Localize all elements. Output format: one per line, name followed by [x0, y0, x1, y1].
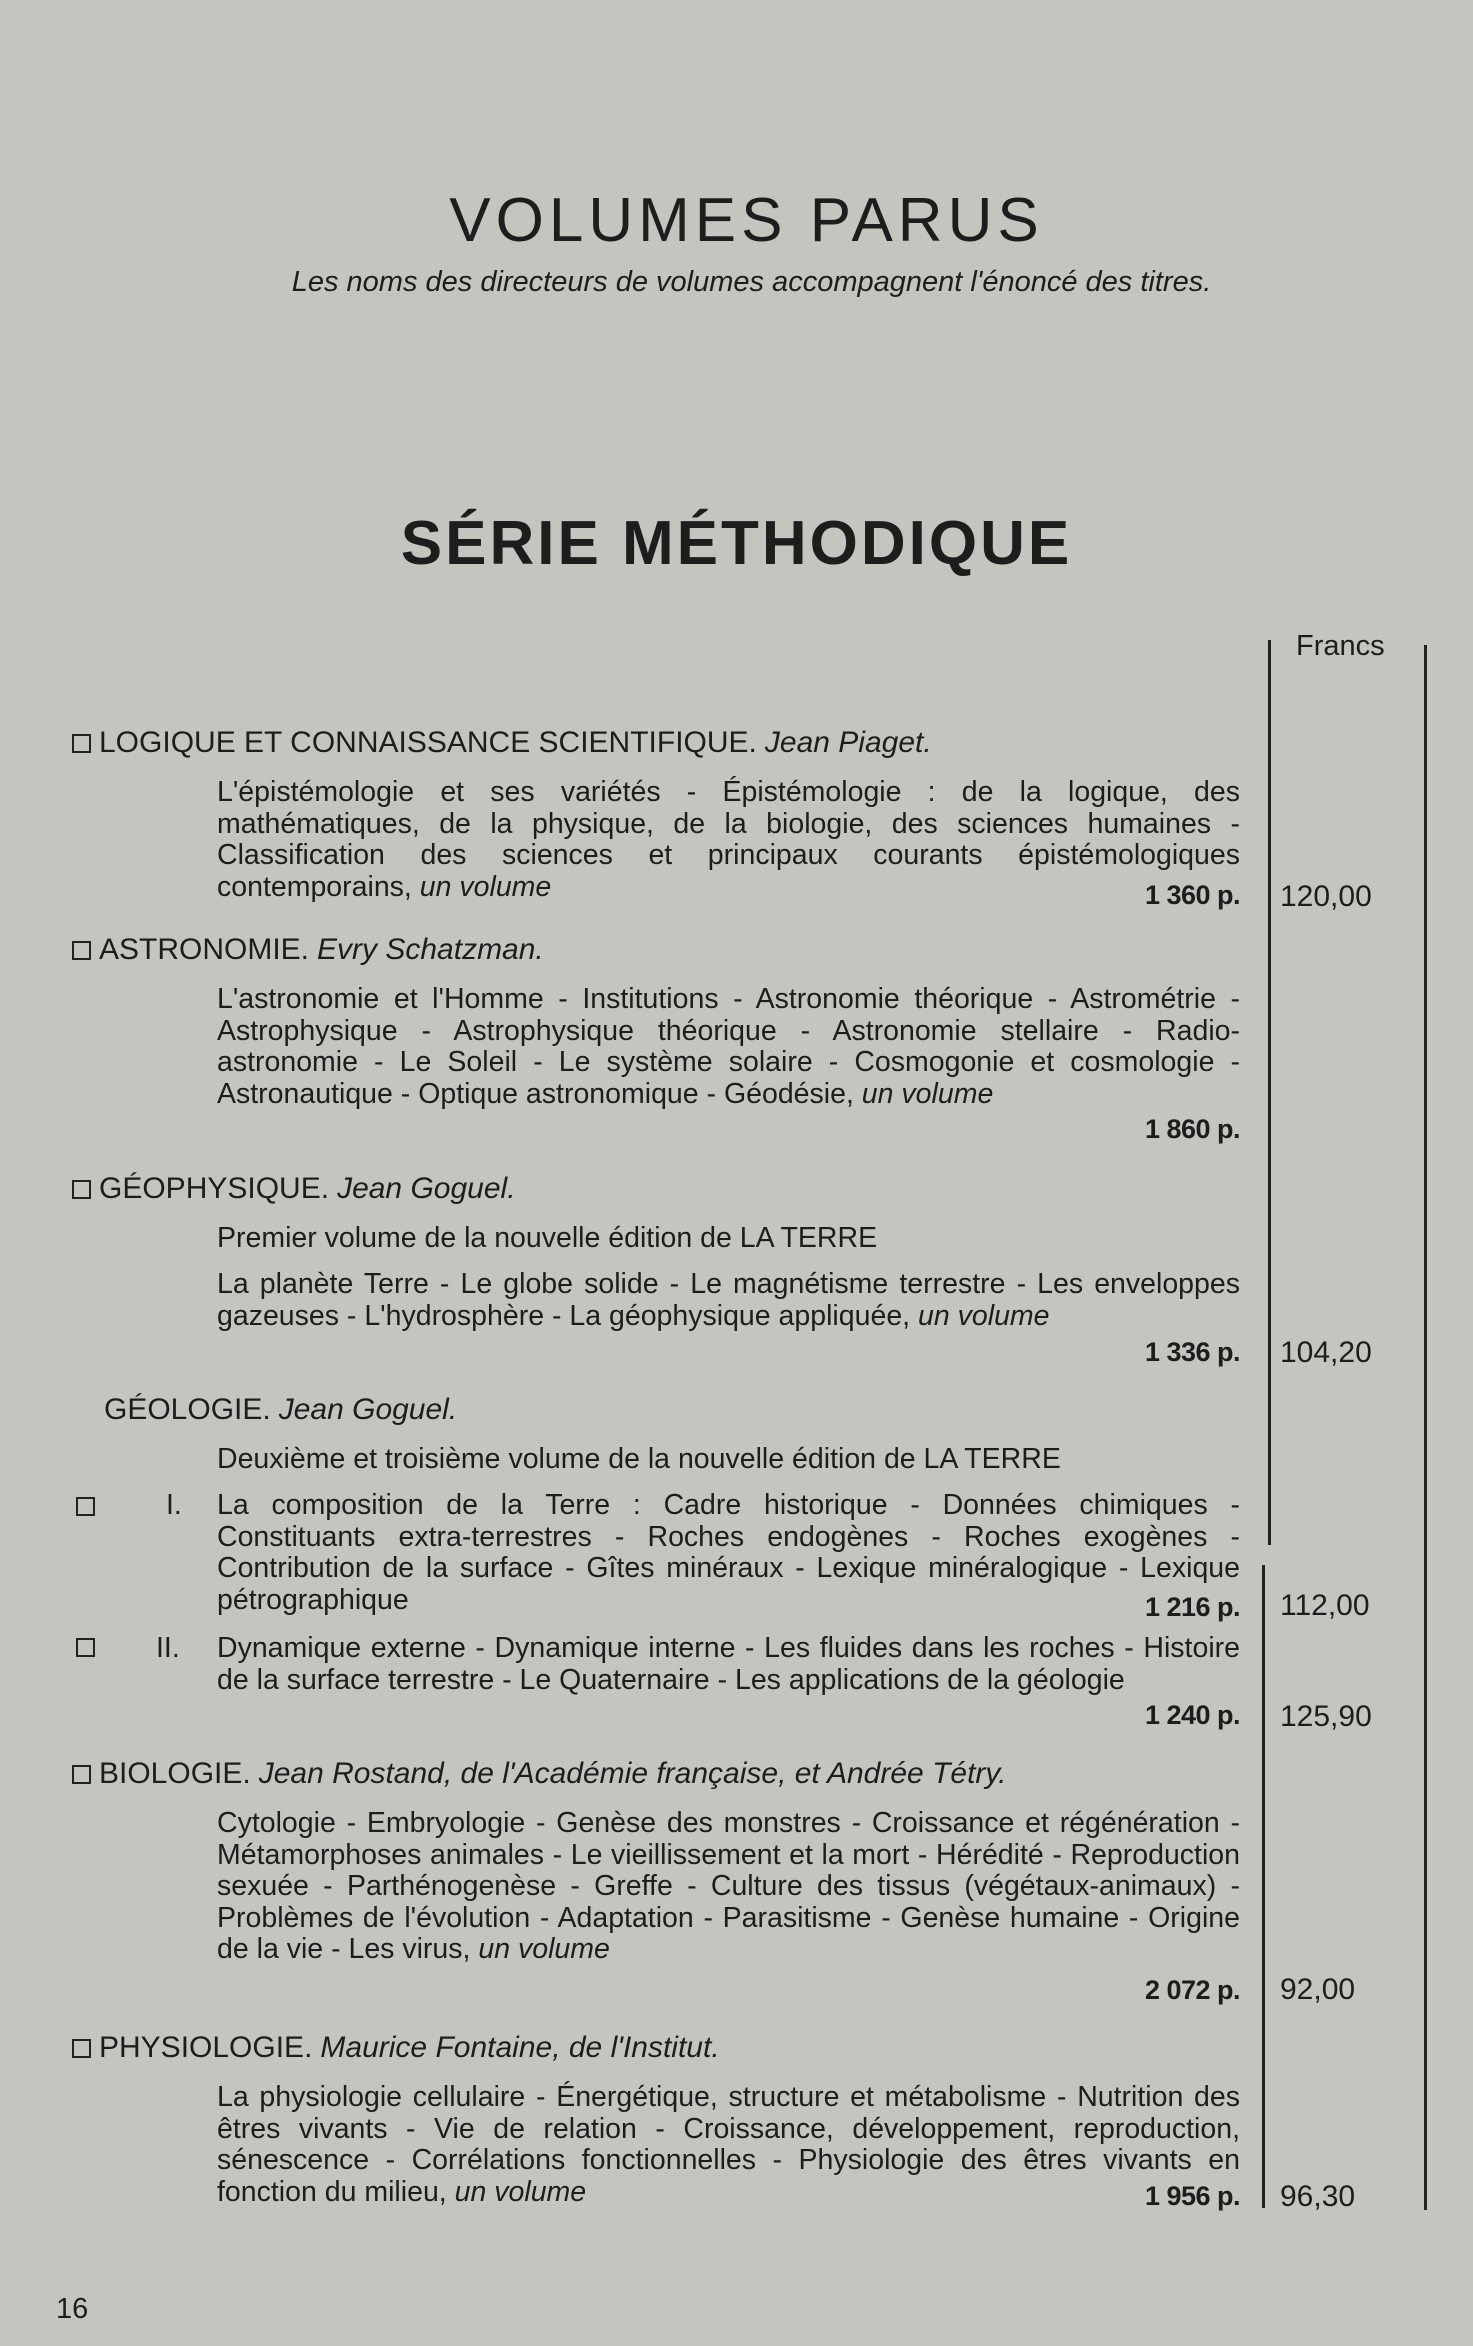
entry-biologie-description: Cytologie - Embryologie - Genèse des monstres - Croissance et régénération - Métamorphoses animales - Le vieillissement et la mort - Hérédité - Reproduction sexuée - Parthénogenèse - Greffe - Culture des tissus (végétaux-animaux) - Problèmes de l'évolution - Adaptation - Parasitisme - Genèse humaine - Origine de la vie - Les virus, un volume	[217, 1807, 1240, 1965]
volume-numeral: I.	[166, 1489, 182, 1521]
entry-title: LOGIQUE ET CONNAISSANCE SCIENTIFIQUE.	[99, 726, 757, 759]
page-subtitle: Les noms des directeurs de volumes accompagnent l'énoncé des titres.	[291, 266, 1212, 298]
entry-geologie-volume-1-price: 112,00	[1280, 1589, 1370, 1622]
entry-title: PHYSIOLOGIE.	[99, 2031, 313, 2064]
entry-geologie-volume-1-description: La composition de la Terre : Cadre historique - Données chimiques - Constituants extra-terrestres - Roches endogènes - Roches exogènes - Contribution de la surface - Gîtes minéraux - Lexique minéralogique - Lexique pétrographique	[217, 1489, 1240, 1616]
order-checkbox[interactable]	[72, 1765, 91, 1784]
entry-geologie-volume-2-description: Dynamique externe - Dynamique interne - Les fluides dans les roches - Histoire de la surface terrestre - Le Quaternaire - Les applications de la géologie	[217, 1632, 1240, 1696]
entry-geophysique-price: 104,20	[1280, 1336, 1372, 1369]
entry-logique-description: L'épistémologie et ses variétés - Épistémologie : de la logique, des mathématiques, de la physique, de la biologie, des sciences humaines - Classification des sciences et principaux courants épistémologiques contemporains, un volume	[217, 776, 1240, 903]
series-title: SÉRIE MÉTHODIQUE	[400, 509, 1073, 578]
entry-director: Evry Schatzman.	[317, 933, 544, 966]
entry-geophysique-pages: 1 336 p.	[1144, 1337, 1240, 1367]
order-checkbox-volume-1[interactable]	[76, 1497, 95, 1516]
column-rule-left-upper	[1268, 640, 1271, 1545]
entry-physiologie-heading	[72, 2031, 720, 2065]
entry-geophysique-intro: Premier volume de la nouvelle édition de LA TERRE	[217, 1222, 878, 1254]
entry-physiologie-description: La physiologie cellulaire - Énergétique, structure et métabolisme - Nutrition des êtres vivants - Vie de relation - Croissance, développement, reproduction, sénescence - Corrélations fonctionnelles - Physiologie des êtres vivants en fonction du milieu, un volume	[217, 2081, 1240, 2208]
order-checkbox[interactable]	[72, 734, 91, 753]
entry-title: GÉOPHYSIQUE.	[99, 1172, 330, 1205]
entry-director: Jean Piaget.	[764, 726, 932, 759]
entry-title: BIOLOGIE.	[99, 1757, 251, 1790]
entry-geophysique-description: La planète Terre - Le globe solide - Le magnétisme terrestre - Les enveloppes gazeuses - L'hydrosphère - La géophysique appliquée, un volume	[217, 1268, 1240, 1332]
entry-geologie-volume-1-pages: 1 216 p.	[1144, 1592, 1240, 1622]
entry-geophysique-heading	[72, 1172, 516, 1206]
page-title: VOLUMES PARUS	[449, 186, 1044, 255]
entry-astronomie-description: L'astronomie et l'Homme - Institutions - Astronomie théorique - Astrométrie - Astrophysique - Astrophysique théorique - Astronomie stellaire - Radio-astronomie - Le Soleil - Le système solaire - Cosmogonie et cosmologie - Astronautique - Optique astronomique - Géodésie, un volume	[217, 983, 1240, 1110]
entry-physiologie-pages: 1 956 p.	[1144, 2181, 1240, 2211]
column-rule-right	[1424, 645, 1427, 2210]
price-column-header: Francs	[1296, 630, 1385, 662]
volume-numeral: II.	[156, 1632, 180, 1664]
entry-geologie-volume-2-pages: 1 240 p.	[1144, 1700, 1240, 1730]
entry-title: ASTRONOMIE.	[99, 933, 310, 966]
entry-director: Jean Rostand, de l'Académie française, et Andrée Tétry.	[258, 1757, 1007, 1790]
entry-logique-price: 120,00	[1280, 880, 1372, 913]
entry-geologie-heading	[104, 1393, 457, 1427]
entry-title: GÉOLOGIE.	[104, 1393, 271, 1426]
page-number: 16	[56, 2293, 89, 2325]
entry-physiologie-price: 96,30	[1280, 2180, 1356, 2213]
order-checkbox-volume-2[interactable]	[76, 1638, 95, 1657]
entry-astronomie-pages: 1 860 p.	[1144, 1114, 1240, 1144]
column-rule-left-lower	[1262, 1565, 1265, 2208]
entry-astronomie-heading	[72, 933, 544, 967]
entry-director: Jean Goguel.	[278, 1393, 458, 1426]
entry-director: Maurice Fontaine, de l'Institut.	[320, 2031, 720, 2064]
order-checkbox[interactable]	[72, 2039, 91, 2058]
entry-director: Jean Goguel.	[337, 1172, 516, 1205]
entry-logique-heading	[72, 726, 932, 760]
entry-biologie-heading	[72, 1757, 1007, 1791]
order-checkbox[interactable]	[72, 941, 91, 960]
entry-biologie-price: 92,00	[1280, 1973, 1356, 2006]
entry-geologie-volume-2-price: 125,90	[1280, 1700, 1372, 1733]
entry-geologie-intro: Deuxième et troisième volume de la nouvelle édition de LA TERRE	[217, 1443, 1061, 1475]
entry-biologie-pages: 2 072 p.	[1144, 1975, 1240, 2005]
entry-logique-pages: 1 360 p.	[1144, 880, 1240, 910]
order-checkbox[interactable]	[72, 1180, 91, 1199]
